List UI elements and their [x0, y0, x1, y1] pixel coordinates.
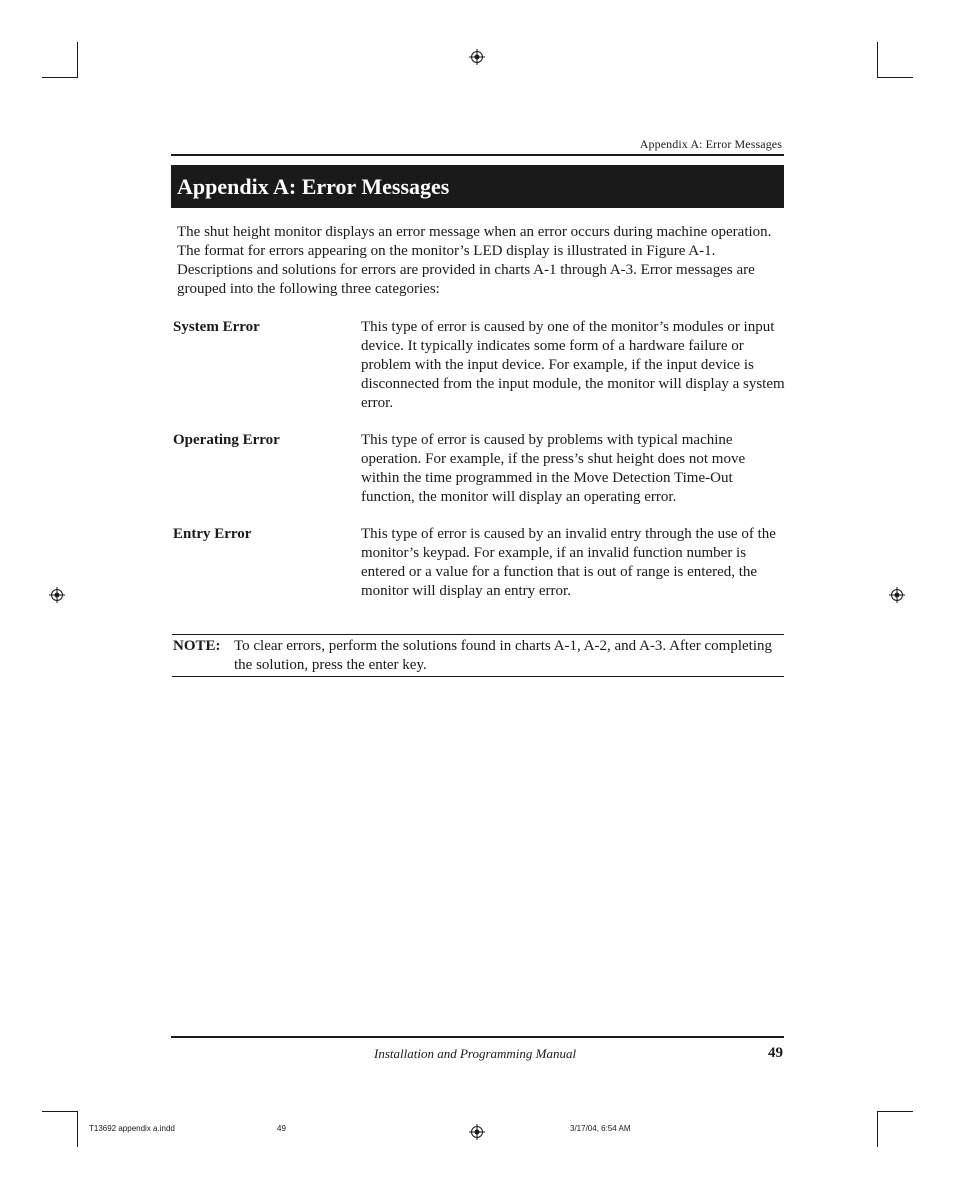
slug-page: 49 — [277, 1124, 286, 1133]
running-head: Appendix A: Error Messages — [639, 137, 782, 151]
crop-mark-bottom-left-horizontal — [42, 1111, 78, 1112]
footer-manual-title: Installation and Programming Manual — [374, 1046, 577, 1061]
header-rule — [171, 154, 784, 156]
page-title: Appendix A: Error Messages — [177, 173, 450, 199]
category-description-entry-error: This type of error is caused by an invalid entry through the use of the monitor’s keypad. For example, if an invalid function number is entered or a value for a function that is out of range is entered, the monitor will display an entry error. — [361, 526, 776, 599]
category-description-system-error: This type of error is caused by one of the monitor’s modules or input device. It typically indicates some form of a hardware failure or problem with the input device. For example, if the input device is disconnected from the input module, the monitor will display a system error. — [361, 319, 785, 411]
note-label: NOTE: — [173, 638, 221, 654]
slug-timestamp: 3/17/04, 6:54 AM — [570, 1124, 631, 1133]
crop-mark-top-right-horizontal — [877, 77, 913, 78]
registration-mark-icon — [469, 1124, 485, 1140]
crop-mark-bottom-right-horizontal — [877, 1111, 913, 1112]
registration-mark-icon — [469, 49, 485, 65]
intro-paragraph: The shut height monitor displays an error message when an error occurs during machine operation. The format for errors appearing on the monitor’s LED display is illustrated in Figure A-1. Descriptions and solutions for errors are provided in charts A-1 through A-3. Error messages are grouped into the following three categories: — [177, 224, 772, 297]
registration-mark-icon — [49, 587, 65, 603]
crop-mark-bottom-left-vertical — [77, 1111, 78, 1147]
note-rule-top — [172, 634, 784, 635]
crop-mark-top-left-vertical — [77, 42, 78, 78]
category-term-system-error: System Error — [173, 319, 260, 335]
crop-mark-top-left-horizontal — [42, 77, 78, 78]
slug-filename: T13692 appendix a.indd — [89, 1124, 175, 1133]
crop-mark-top-right-vertical — [877, 42, 878, 78]
note-text: To clear errors, perform the solutions found in charts A-1, A-2, and A-3. After completing the solution, press the enter key. — [234, 638, 772, 673]
footer-rule — [171, 1036, 784, 1038]
crop-mark-bottom-right-vertical — [877, 1111, 878, 1147]
footer-page-number: 49 — [768, 1045, 783, 1061]
category-term-entry-error: Entry Error — [173, 526, 252, 542]
registration-mark-icon — [889, 587, 905, 603]
note-rule-bottom — [172, 676, 784, 677]
page-title-bar — [171, 165, 784, 208]
category-description-operating-error: This type of error is caused by problems with typical machine operation. For example, if the press’s shut height does not move within the time programmed in the Move Detection Time-Out function, the monitor will display an operating error. — [361, 432, 746, 505]
category-term-operating-error: Operating Error — [173, 432, 280, 448]
